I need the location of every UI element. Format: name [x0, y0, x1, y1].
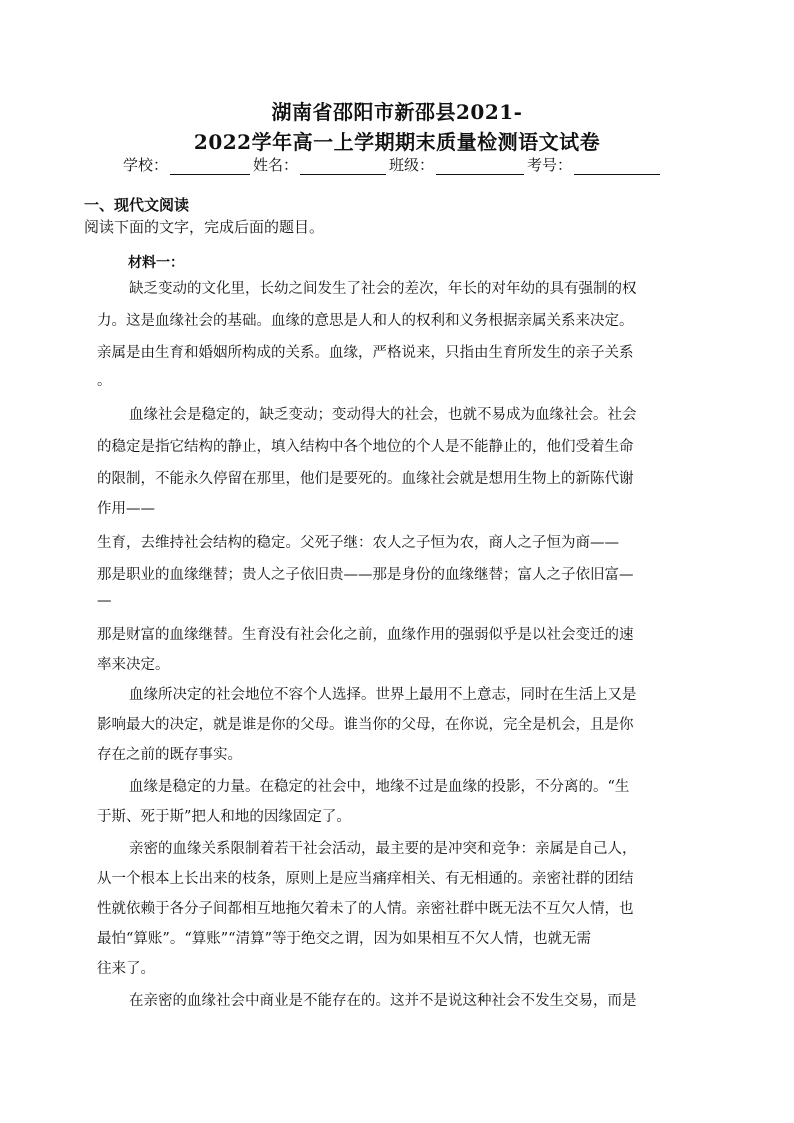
passage-line: 作用—— [97, 501, 155, 517]
passage-line: 在亲密的血缘社会中商业是不能存在的。这并不是说这种社会不发生交易，而是 [129, 993, 637, 1009]
passage-line: 。 [97, 373, 112, 389]
passage-line: 的稳定是指它结构的静止，填入结构中各个地位的个人是不能静止的，他们受着生命 [97, 439, 634, 455]
passage-line: 血缘社会是稳定的，缺乏变动；变动得大的社会，也就不易成为血缘社会。社会 [129, 407, 637, 423]
passage-line: 亲属是由生育和婚姻所构成的关系。血缘，严格说来，只指由生育所发生的亲子关系 [97, 345, 634, 361]
passage-line: 影响最大的决定，就是谁是你的父母。谁当你的父母，在你说，完全是机会，且是你 [97, 717, 634, 733]
passage-line: 血缘所决定的社会地位不容个人选择。世界上最用不上意志，同时在生活上又是 [129, 687, 637, 703]
section-heading: 一、现代文阅读 [84, 197, 190, 214]
passage [97, 0, 689, 1123]
passage-line: 于斯、死于斯”把人和地的因缘固定了。 [97, 809, 351, 825]
name-label: 姓名： [253, 157, 299, 174]
passage-line: 缺乏变动的文化里，长幼之间发生了社会的差次，年长的对年幼的具有强制的权 [129, 281, 637, 297]
passage-line: 那是财富的血缘继替。生育没有社会化之前，血缘作用的强弱似乎是以社会变迁的速 [97, 627, 634, 643]
passage-line: 从一个根本上长出来的枝条，原则上是应当痛痒相关、有无相通的。亲密社群的团结 [97, 871, 634, 887]
class-label: 班级： [389, 157, 435, 174]
school-label: 学校： [123, 157, 169, 174]
passage-line: 存在之前的既存事实。 [97, 747, 242, 763]
passage-line: 那是职业的血缘继替；贵人之子依旧贵——那是身份的血缘继替；富人之子依旧富— [97, 567, 634, 583]
passage-line: 率来决定。 [97, 657, 170, 673]
passage-line: 最怕“算账”。“算账”“清算”等于绝交之谓，因为如果相互不欠人情，也就无需 [97, 931, 591, 947]
passage-line: 生育，去维持社会结构的稳定。父死子继：农人之子恒为农，商人之子恒为商—— [97, 535, 619, 551]
passage-line: 的限制，不能永久停留在那里，他们是要死的。血缘社会就是想用生物上的新陈代谢 [97, 471, 634, 487]
passage-line: 血缘是稳定的力量。在稳定的社会中，地缘不过是血缘的投影，不分离的。“生 [129, 779, 630, 795]
passage-line: 力。这是血缘社会的基础。血缘的意思是人和人的权利和义务根据亲属关系来决定。 [97, 313, 634, 329]
passage-line: 性就依赖于各分子间都相互地拖欠着未了的人情。亲密社群中既无法不互欠人情，也 [97, 901, 634, 917]
exam-title-line2: 2022学年高一上学期期末质量检测语文试卷 [193, 130, 601, 154]
material-label: 材料一： [128, 255, 184, 271]
passage-line: — [97, 593, 112, 609]
exam-number-label: 考号： [527, 157, 573, 174]
exam-title-line1: 湖南省邵阳市新邵县2021- [271, 100, 523, 124]
passage-line: 往来了。 [97, 961, 155, 977]
section-instruction: 阅读下面的文字，完成后面的题目。 [84, 219, 325, 236]
passage-line: 亲密的血缘关系限制着若干社会活动，最主要的是冲突和竞争：亲属是自己人， [129, 841, 637, 857]
